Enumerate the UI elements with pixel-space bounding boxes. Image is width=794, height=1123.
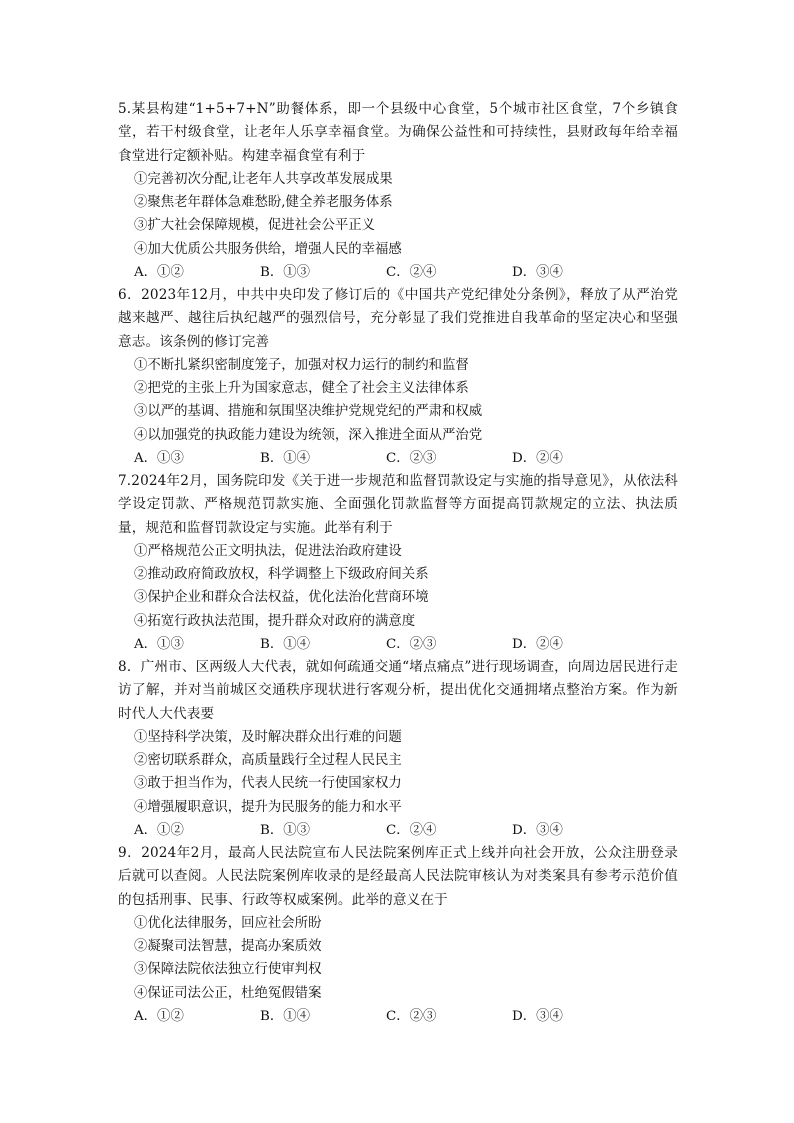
statement-2: ②推动政府简政放权，科学调整上下级政府间关系 xyxy=(134,567,429,583)
question-7 xyxy=(118,470,678,656)
choice-a: A．①③ xyxy=(134,637,184,653)
statement-3: ③以严的基调、措施和氛围坚决维护党规党纪的严肃和权威 xyxy=(134,404,483,420)
question-8 xyxy=(118,656,678,842)
choice-c: C．②③ xyxy=(386,637,437,653)
statement-1: ①完善初次分配,让老年人共享改革发展成果 xyxy=(134,171,393,187)
statement-4: ④拓宽行政执法范围，提升群众对政府的满意度 xyxy=(134,613,416,629)
choice-a: A．①② xyxy=(134,265,184,281)
choice-b: B．①③ xyxy=(260,823,311,839)
choice-c: C．②④ xyxy=(386,265,437,281)
statement-4: ④保证司法公正，杜绝冤假错案 xyxy=(134,985,322,1001)
statement-4: ④以加强党的执政能力建设为统领，深入推进全面从严治党 xyxy=(134,427,483,443)
statement-3: ③保护企业和群众合法权益，优化法治化营商环境 xyxy=(134,590,429,606)
statement-1: ①优化法律服务，回应社会所盼 xyxy=(134,915,322,931)
answer-choices xyxy=(134,261,678,284)
choice-d: D．②④ xyxy=(512,637,563,653)
statement-2: ②把党的主张上升为国家意志，健全了社会主义法律体系 xyxy=(134,381,469,397)
choice-b: B．①④ xyxy=(260,451,311,467)
question-stem: 8．广州市、区两级人大代表，就如何疏通交通“堵点痛点”进行现场调查，向周边居民进行走访了解，并对当前城区交通秩序现状进行客观分析，提出优化交通拥堵点整治方案。作为新时代人大代表要 xyxy=(118,659,678,722)
choice-b: B．①④ xyxy=(260,1009,311,1025)
choice-d: D．③④ xyxy=(512,265,563,281)
choice-a: A．①③ xyxy=(134,451,184,467)
choice-c: C．②④ xyxy=(386,823,437,839)
choice-d: D．②④ xyxy=(512,451,563,467)
choice-d: D．③④ xyxy=(512,823,563,839)
question-9 xyxy=(118,842,678,1028)
statement-3: ③敢于担当作为，代表人民统一行使国家权力 xyxy=(134,776,402,792)
statement-2: ②聚焦老年群体急难愁盼,健全养老服务体系 xyxy=(134,195,393,211)
answer-choices xyxy=(134,819,678,842)
choice-a: A．①② xyxy=(134,823,184,839)
statement-1: ①坚持科学决策，及时解决群众出行难的问题 xyxy=(134,729,402,745)
statement-3: ③保障法院依法独立行使审判权 xyxy=(134,962,322,978)
statement-4: ④加大优质公共服务供给，增强人民的幸福感 xyxy=(134,241,402,257)
statement-4: ④增强履职意识，提升为民服务的能力和水平 xyxy=(134,799,402,815)
question-stem: 5.某县构建“1+5+7+N”助餐体系，即一个县级中心食堂，5个城市社区食堂，7个乡镇食堂，若干村级食堂，让老年人乐享幸福食堂。为确保公益性和可持续性，县财政每年给幸福食堂进行定额补贴。构建幸福食堂有利于 xyxy=(118,101,678,164)
answer-choices xyxy=(134,1005,678,1028)
answer-choices xyxy=(134,447,678,470)
statement-2: ②密切联系群众，高质量践行全过程人民民主 xyxy=(134,753,402,769)
statement-1: ①严格规范公正文明执法，促进法治政府建设 xyxy=(134,543,402,559)
question-stem: 6．2023年12月，中共中央印发了修订后的《中国共产党纪律处分条例》，释放了从严治党越来越严、越往后执纪越严的强烈信号，充分彰显了我们党推进自我革命的坚定决心和坚强意志。该条例的修订完善 xyxy=(118,287,678,350)
question-stem: 7.2024年2月，国务院印发《关于进一步规范和监督罚款设定与实施的指导意见》，从依法科学设定罚款、严格规范罚款实施、全面强化罚款监督等方面提高罚款规定的立法、执法质量，规范和监督罚款设定与实施。此举有利于 xyxy=(118,473,678,536)
choice-b: B．①④ xyxy=(260,637,311,653)
statement-3: ③扩大社会保障规模，促进社会公平正义 xyxy=(134,218,376,234)
statement-1: ①不断扎紧织密制度笼子，加强对权力运行的制约和监督 xyxy=(134,357,469,373)
question-5 xyxy=(118,98,678,284)
question-6 xyxy=(118,284,678,470)
choice-c: C．②③ xyxy=(386,1009,437,1025)
choice-d: D．③④ xyxy=(512,1009,563,1025)
question-stem: 9．2024年2月，最高人民法院宣布人民法院案例库正式上线并向社会开放，公众注册登录后就可以查阅。人民法院案例库收录的是经最高人民法院审核认为对类案具有参考示范价值的包括刑事、民事、行政等权威案例。此举的意义在于 xyxy=(118,845,678,908)
choice-c: C．②③ xyxy=(386,451,437,467)
answer-choices xyxy=(134,633,678,656)
choice-a: A．①② xyxy=(134,1009,184,1025)
statement-2: ②凝聚司法智慧，提高办案质效 xyxy=(134,939,322,955)
choice-b: B．①③ xyxy=(260,265,311,281)
